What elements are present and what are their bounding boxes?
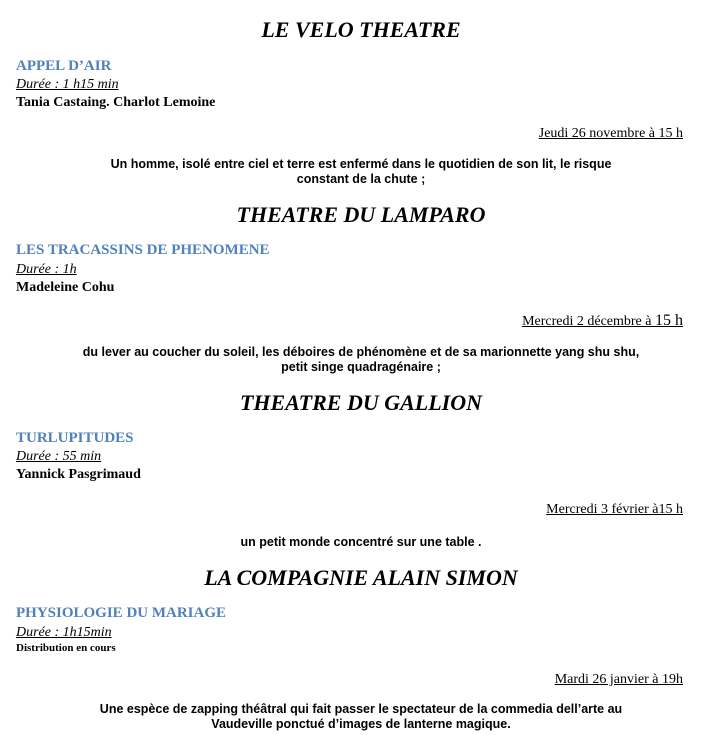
- show-duration: Durée : 1h15min: [16, 625, 112, 640]
- show-title: LES TRACASSINS DE PHENOMENE: [16, 242, 270, 258]
- show-cast: Madeleine Cohu: [16, 280, 115, 295]
- show-description-line: petit singe quadragénaire ;: [281, 360, 441, 374]
- show-title: PHYSIOLOGIE DU MARIAGE: [16, 605, 227, 621]
- show-description-line: du lever au coucher du soleil, les déboires de phénomène et de sa marionnette yang shu shu,: [82, 345, 640, 359]
- show-date: Jeudi 26 novembre à 15 h: [538, 126, 683, 141]
- company-title: LA COMPAGNIE ALAIN SIMON: [204, 565, 518, 590]
- show-duration: Durée : 1h: [16, 262, 77, 277]
- company-title: THEATRE DU LAMPARO: [236, 202, 486, 227]
- show-description-line: Une espèce de zapping théâtral qui fait passer le spectateur de la commedia dell’arte au: [99, 702, 623, 716]
- show-description: [40, 157, 682, 187]
- show-title: TURLUPITUDES: [16, 430, 134, 446]
- show-description: [40, 345, 682, 375]
- show-title: APPEL D’AIR: [16, 58, 112, 74]
- show-date-time: 15 h: [655, 312, 683, 329]
- show-date: Mardi 26 janvier à 19h: [554, 672, 683, 687]
- company-title: THEATRE DU GALLION: [239, 390, 483, 415]
- show-duration: Durée : 55 min: [16, 449, 102, 464]
- show-description-line: un petit monde concentré sur une table .: [240, 535, 482, 549]
- show-description: [40, 535, 682, 550]
- show-cast: Tania Castaing. Charlot Lemoine: [16, 95, 216, 110]
- show-description-line: constant de la chute ;: [296, 172, 426, 186]
- show-date: [522, 312, 683, 330]
- show-description-line: Vaudeville ponctué d’images de lanterne magique.: [211, 717, 511, 731]
- show-date-day: Mercredi 2 décembre à: [522, 314, 655, 329]
- show-date: Mercredi 3 février à15 h: [546, 502, 683, 517]
- show-description-line: Un homme, isolé entre ciel et terre est enfermé dans le quotidien de son lit, le risque: [110, 157, 612, 171]
- company-title: LE VELO THEATRE: [261, 17, 461, 42]
- show-description: [40, 702, 682, 732]
- show-cast: Distribution en cours: [16, 642, 116, 654]
- show-cast: Yannick Pasgrimaud: [16, 467, 141, 482]
- show-duration: Durée : 1 h15 min: [16, 77, 119, 92]
